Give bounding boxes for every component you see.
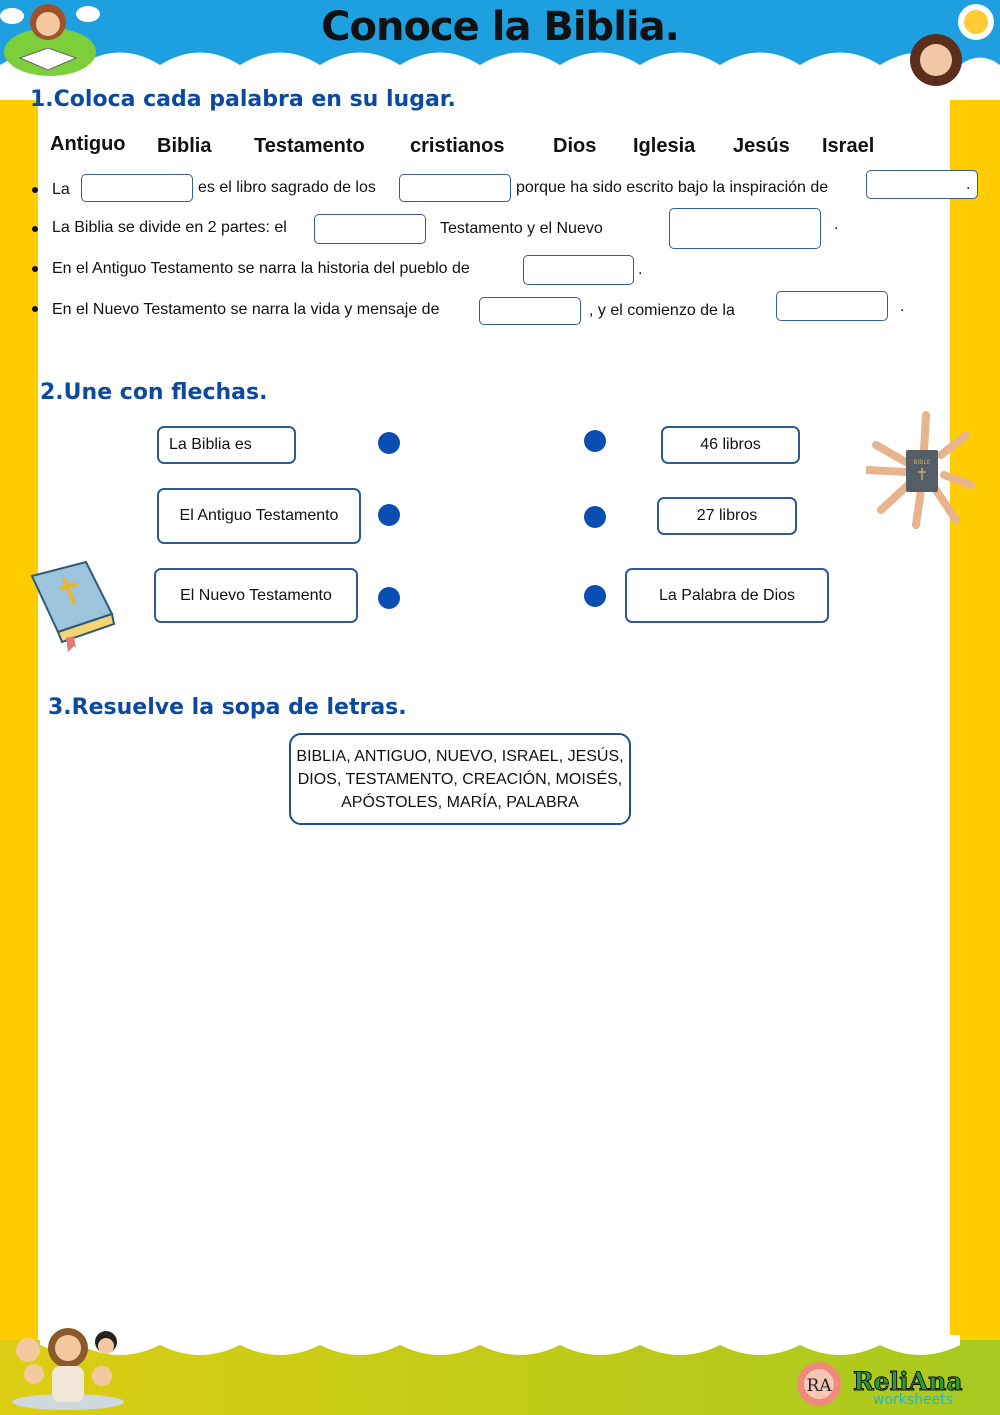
blank-input-7[interactable] [479, 297, 581, 325]
logo-badge: RA [806, 1376, 832, 1396]
bible-label: BIBLE [913, 459, 931, 466]
bullet [32, 187, 38, 193]
left-border [0, 0, 42, 1415]
blank-input-1[interactable] [81, 174, 193, 202]
match-left-1[interactable]: La Biblia es [157, 426, 296, 464]
sentence1-end: . [966, 176, 971, 193]
section2-heading: 2.Une con flechas. [40, 380, 268, 405]
match-dot-right-1[interactable] [584, 430, 606, 452]
match-right-2[interactable]: 27 libros [657, 497, 797, 535]
blank-input-4[interactable] [314, 214, 426, 244]
page-title: Conoce la Biblia. [321, 4, 679, 50]
sentence1-part-c: porque ha sido escrito bajo la inspiración de [516, 179, 829, 196]
sentence2-part-b: Testamento y el Nuevo [440, 220, 603, 237]
logo-subtext: worksheets [873, 1392, 954, 1408]
word-list-line: DIOS, TESTAMENTO, CREACIÓN, MOISÉS, [297, 770, 623, 788]
blank-input-5[interactable] [669, 208, 821, 249]
bullet [32, 306, 38, 312]
reliana-logo [795, 1360, 990, 1410]
match-dot-left-3[interactable] [378, 587, 400, 609]
jesus-with-children-illustration [6, 1318, 130, 1410]
sentence3-end: . [638, 261, 643, 278]
section3-heading: 3.Resuelve la sopa de letras. [48, 695, 407, 720]
bullet [32, 226, 38, 232]
match-right-3[interactable]: La Palabra de Dios [625, 568, 829, 623]
word-bank-item: cristianos [410, 135, 505, 157]
bible-book-icon [28, 558, 116, 654]
sentence1-part-a: La [52, 181, 70, 198]
right-border [952, 0, 1000, 1415]
word-bank-item: Israel [822, 135, 875, 157]
logo-text: ReliAna [853, 1367, 963, 1396]
word-list-line: APÓSTOLES, MARÍA, PALABRA [341, 793, 579, 811]
match-dot-right-2[interactable] [584, 506, 606, 528]
blank-input-2[interactable] [399, 174, 511, 202]
bullet [32, 266, 38, 272]
sentence4-part-a: En el Nuevo Testamento se narra la vida y mensaje de [52, 301, 440, 318]
word-bank-item: Biblia [157, 135, 212, 157]
word-bank-item: Antiguo [50, 133, 126, 155]
sentence2-part-a: La Biblia se divide en 2 partes: el [52, 219, 287, 236]
blank-input-3[interactable] [866, 170, 978, 199]
match-dot-right-3[interactable] [584, 585, 606, 607]
match-left-2[interactable]: El Antiguo Testamento [157, 488, 361, 544]
match-dot-left-2[interactable] [378, 504, 400, 526]
word-list-line: BIBLIA, ANTIGUO, NUEVO, ISRAEL, JESÚS, [296, 747, 624, 765]
sentence3-part-a: En el Antiguo Testamento se narra la historia del pueblo de [52, 260, 470, 277]
match-dot-left-1[interactable] [378, 432, 400, 454]
match-left-3[interactable]: El Nuevo Testamento [154, 568, 358, 623]
word-bank-item: Testamento [254, 135, 365, 157]
blank-input-6[interactable] [523, 255, 634, 285]
sentence1-part-b: es el libro sagrado de los [198, 179, 376, 196]
word-bank-item: Dios [553, 135, 597, 157]
sentence2-end: . [834, 216, 839, 233]
blank-input-8[interactable] [776, 291, 888, 321]
word-search-word-list [289, 733, 631, 825]
word-bank-item: Iglesia [633, 135, 696, 157]
hands-holding-bible-illustration [866, 410, 976, 530]
sentence4-end: . [900, 298, 905, 315]
word-bank-item: Jesús [733, 135, 790, 157]
match-right-1[interactable]: 46 libros [661, 426, 800, 464]
sentence4-part-b: , y el comienzo de la [589, 302, 735, 319]
section1-heading: 1.Coloca cada palabra en su lugar. [30, 87, 456, 112]
